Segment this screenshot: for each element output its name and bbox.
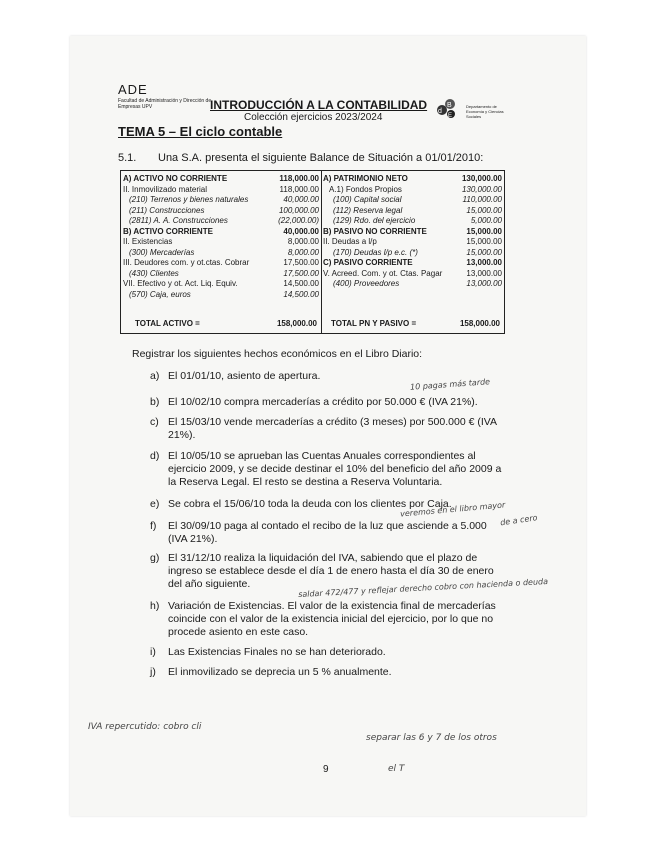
item-text: El inmovilizado se deprecia un 5 % anualmente. [168,666,392,678]
item-text: El 10/05/10 se aprueban las Cuentas Anuales correspondientes al ejercicio 2009, y se decide destinar el 10% del beneficio del año 2009 a la Reserva Legal. El resto se destina a Reserva Voluntaria. [168,450,502,488]
balance-row-label: C) PASIVO CORRIENTE [323,258,413,267]
exercise-number: 5.1. [118,152,137,164]
item-text: Variación de Existencias. El valor de la existencia final de mercaderías coincide con el valor de la existencia inicial del ejercicio, por lo que no procede asiento en este caso. [168,600,496,638]
handwritten-note-bottom-left: IVA repercutido: cobro cli [88,722,202,732]
balance-row-label: (211) Construcciones [129,205,205,215]
svg-text:E: E [448,113,453,119]
balance-row [323,258,502,268]
total-pn-pasivo-label: TOTAL PN Y PASIVO = [331,319,417,328]
balance-row [123,185,319,195]
balance-row [323,185,502,195]
balance-row-value: 13,000.00 [466,279,502,288]
balance-row-value: 15,000.00 [466,237,502,246]
total-pn-pasivo-value: 158,000.00 [459,319,500,328]
balance-row-label: VII. Efectivo y ot. Act. Liq. Equiv. [123,279,238,288]
balance-row-value: 17,500.00 [283,268,319,278]
balance-row [323,237,502,247]
balance-row-value: 8,000.00 [287,247,319,257]
balance-row-value: 40,000.00 [283,226,319,236]
balance-row-label: (300) Mercaderías [129,247,195,257]
handwritten-note-e: veremos en el libro mayor [399,500,506,519]
balance-row [123,290,319,300]
balance-row-value: 130,000.00 [461,174,502,183]
item-letter: f) [150,520,157,532]
handwritten-note-bottom-right: separar las 6 y 7 de los otros [366,733,497,743]
balance-row [323,216,502,226]
balance-row-label: (170) Deudas l/p e.c. (*) [333,247,418,257]
balance-row [323,279,502,289]
exercise-statement: Una S.A. presenta el siguiente Balance de Situación a 01/01/2010: [158,152,484,164]
balance-row-value: 130,000.00 [461,184,502,194]
balance-row [123,279,319,289]
balance-row-value: 8,000.00 [287,237,319,246]
item-text: El 01/01/10, asiento de apertura. [168,370,321,382]
ade-logo: ADE [118,82,148,97]
item-text: El 31/12/10 realiza la liquidación del IVA, sabiendo que el plazo de ingreso se establece desde el día 1 de enero hasta el día 30 de enero del año siguiente. [168,552,494,590]
balance-row [323,195,502,205]
balance-row-label: (430) Clientes [129,268,179,278]
balance-row-value: 15,000.00 [466,205,502,215]
handwritten-note-g: saldar 472/477 y reflejar derecho cobro con hacienda o deuda [297,576,549,600]
balance-row-label: (100) Capital social [333,195,402,204]
balance-row [123,216,319,226]
balance-row-label: (570) Caja, euros [129,289,191,299]
balance-sheet-table [120,170,505,334]
balance-row-label: B) PASIVO NO CORRIENTE [323,226,427,236]
total-activo-label: TOTAL ACTIVO = [135,319,200,328]
balance-pasivo-column [321,171,504,333]
balance-row-label: A) PATRIMONIO NETO [323,174,408,183]
svg-text:d: d [438,108,442,115]
balance-row-value: 110,000.00 [462,195,502,204]
item-text: Se cobra el 15/06/10 toda la deuda con los clientes por Caja. [168,498,452,510]
item-text: Las Existencias Finales no se han deteriorado. [168,646,386,658]
balance-row-label: B) ACTIVO CORRIENTE [123,226,213,236]
balance-row-label: II. Existencias [123,237,173,246]
balance-row [323,269,502,279]
balance-row-value: 15,000.00 [466,247,502,257]
total-pn-pasivo-row [331,319,500,329]
course-title: INTRODUCCIÓN A LA CONTABILIDAD [210,98,428,112]
balance-row-label: (400) Proveedores [333,279,400,288]
balance-row-label: (129) Rdo. del ejercicio [333,216,416,225]
balance-row-label: A) ACTIVO NO CORRIENTE [123,174,228,183]
handwritten-note-e2: de a cero [499,513,538,528]
item-letter: i) [150,646,156,658]
balance-row-value: 17,500.00 [283,258,319,267]
item-text: El 15/03/10 vende mercaderías a crédito (3 meses) por 500.000 € (IVA 21%). [168,416,497,441]
balance-row [323,174,502,184]
balance-row-value: 14,500.00 [283,289,319,299]
balance-row-label: (2811) A. A. Construcciones [129,216,228,225]
balance-row [323,248,502,258]
item-letter: d) [150,450,160,462]
balance-row-label: (210) Terrenos y bienes naturales [129,195,249,204]
course-subtitle: Colección ejercicios 2023/2024 [244,112,383,123]
total-activo-value: 158,000.00 [276,319,317,328]
balance-row [323,206,502,216]
balance-row [123,227,319,237]
item-letter: c) [150,416,159,428]
department-logo-icon [436,96,458,120]
balance-row-value: 13,000.00 [466,258,502,267]
item-letter: e) [150,498,160,510]
svg-text:B: B [447,102,452,109]
balance-row-value: 118,000.00 [279,174,319,183]
handwritten-note-b: 10 pagas más tarde [409,377,491,392]
balance-row [123,206,319,216]
item-letter: b) [150,396,160,408]
item-letter: g) [150,552,160,564]
balance-row-label: V. Acreed. Com. y ot. Ctas. Pagar [323,268,443,278]
balance-row [123,195,319,205]
balance-row-label: (112) Reserva legal [333,205,403,215]
balance-row-value: 100,000.00 [278,205,319,215]
balance-row-value: 15,000.00 [466,226,502,236]
tema-title: TEMA 5 – El ciclo contable [118,124,283,139]
balance-row-value: 118,000.00 [279,184,319,194]
faculty-name: Facultad de Administración y Dirección de Empresas UPV [118,98,212,110]
balance-row-value: 13,000.00 [466,268,502,278]
balance-row-label: III. Deudores com. y ot.ctas. Cobrar [123,258,250,267]
department-name: Departamento de Economía y Ciencias Sociales [466,104,504,119]
balance-row [123,269,319,279]
total-activo-row [135,319,317,329]
balance-row-value: 14,500.00 [283,279,319,288]
item-text: El 10/02/10 compra mercaderías a crédito por 50.000 € (IVA 21%). [168,396,478,408]
item-letter: a) [150,370,160,382]
handwritten-note-bottom-right2: el T [388,764,405,774]
balance-row [123,258,319,268]
balance-row-label: II. Inmovilizado material [123,184,208,194]
balance-row [123,248,319,258]
page-number: 9 [323,764,329,775]
instructions: Registrar los siguientes hechos económicos en el Libro Diario: [132,348,423,360]
item-letter: j) [150,666,156,678]
balance-row-label: A.1) Fondos Propios [329,184,402,194]
item-text: El 30/09/10 paga al contado el recibo de la luz que asciende a 5.000 (IVA 21%). [168,520,487,545]
balance-row [123,174,319,184]
balance-row-value: 5,000.00 [470,216,502,225]
balance-row-label: II. Deudas a l/p [323,237,377,246]
item-letter: h) [150,600,160,612]
balance-row-value: 40,000.00 [283,195,319,204]
balance-row [123,237,319,247]
balance-activo-column [121,171,322,333]
balance-row-value: (22,000.00) [278,216,319,225]
balance-row [323,227,502,237]
